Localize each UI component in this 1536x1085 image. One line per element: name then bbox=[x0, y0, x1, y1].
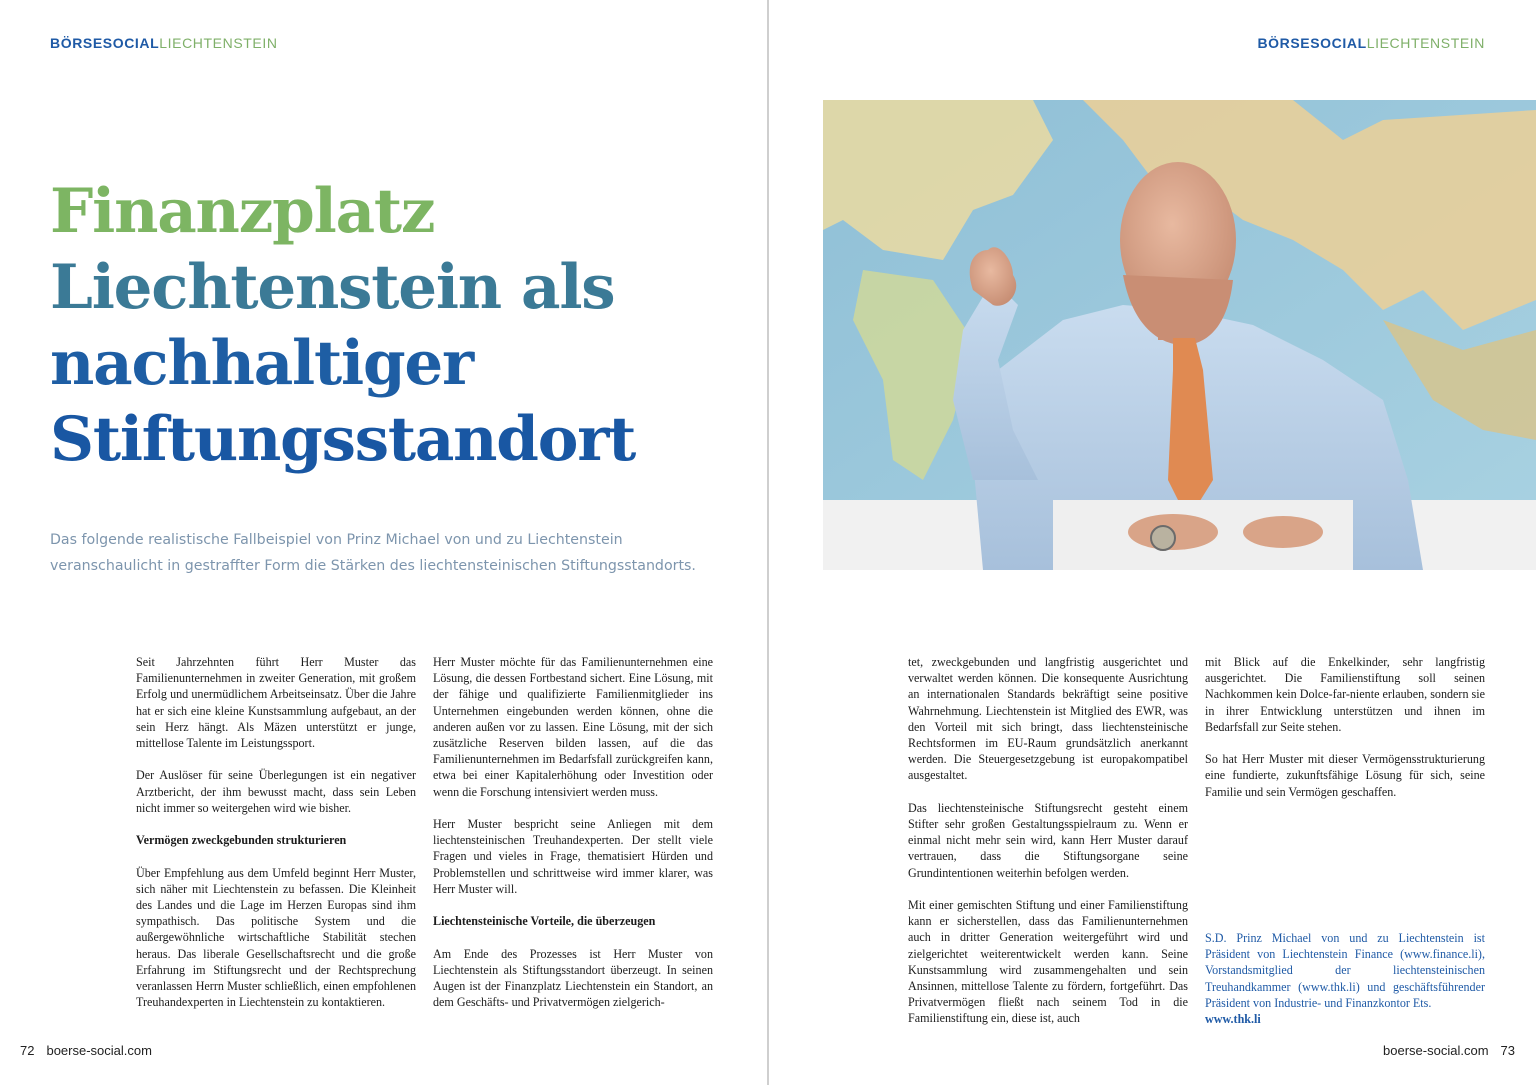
page-number: 73 bbox=[1500, 1043, 1515, 1058]
brand-logo-left: BÖRSESOCIALLIECHTENSTEIN bbox=[50, 35, 278, 51]
text-column-2 bbox=[433, 654, 713, 1027]
subheading: Vermögen zweckgebunden strukturieren bbox=[136, 833, 347, 848]
text-column-3 bbox=[908, 654, 1188, 1043]
author-bio bbox=[1205, 930, 1485, 1027]
right-page bbox=[769, 0, 1536, 1085]
author-bio-link[interactable]: www.thk.li bbox=[1205, 1012, 1261, 1027]
brand-logo-right: BÖRSESOCIALLIECHTENSTEIN bbox=[1257, 35, 1485, 51]
subheading: Liechtensteinische Vorteile, die überzeugen bbox=[433, 914, 656, 929]
footer-site: boerse-social.com bbox=[46, 1043, 152, 1058]
portrait-photo bbox=[823, 100, 1536, 570]
footer-right bbox=[1383, 1043, 1515, 1058]
paragraph: Herr Muster möchte für das Familienunternehmen eine Lösung, die dessen Fortbestand sichert. Eine Lösung, mit der fähige und qualifizierte Familienmitglieder ins Unternehmen eingebunden werden können, ohne die anderen außen vor zu lassen. Eine Lösung, mit der sich zusätzliche Reserven bilden lassen, auf die das Familienunternehmen im Bedarfsfall zurückgreifen kann, etwa bei einer Kapitalerhöhung oder Investition oder wenn die Forschung intensiviert werden muss. bbox=[433, 655, 713, 799]
author-bio-text: S.D. Prinz Michael von und zu Liechtenstein ist Präsident von Liechtenstein Finance (www.finance.li), Vorstandsmitglied der liechtensteinischen Treuhandkammer (www.thk.li) und geschäftsführender Präsident von Industrie- und Finanzkontor Ets. bbox=[1205, 931, 1485, 1010]
paragraph: Seit Jahrzehnten führt Herr Muster das Familienunternehmen in zweiter Generation, mit großem Erfolg und unermüdlichem Arbeitseinsatz. Über die Jahre hat er sich eine kleine Kunstsammlung aufgebaut, an der sein Herz hängt. Als Mäzen unterstützt er junge, mittellose Talente im Leistungssport. bbox=[136, 655, 416, 751]
paragraph: Der Auslöser für seine Überlegungen ist ein negativer Arztbericht, der ihm bewusst macht, dass sein Leben nicht immer so weitergehen wird wie bisher. bbox=[136, 768, 416, 815]
article-headline bbox=[50, 174, 730, 478]
headline-line-3: nachhaltiger bbox=[50, 328, 473, 399]
page-number: 72 bbox=[20, 1043, 35, 1058]
paragraph: Herr Muster bespricht seine Anliegen mit dem liechtensteinischen Treuhandexperten. Der stellt viele Fragen und vieles in Frage, thematisiert Hürden und Problemstellen und schrittweise wird immer klarer, was Herr Muster will. bbox=[433, 817, 713, 896]
paragraph: Über Empfehlung aus dem Umfeld beginnt Herr Muster, sich näher mit Liechtenstein zu befassen. Die Kleinheit des Landes und die Lage im Herzen Europas sind ihm sympathisch. Das politische System und die außergewöhnliche wirtschaftliche Stabilität stechen heraus. Das liberale Gesellschaftsrecht und die große Erfahrung im Stiftungsrecht und der Rechtsprechung veranlassen Herrn Muster schließlich, einen empfohlenen Treuhandexperten in Liechtenstein zu kontaktieren. bbox=[136, 865, 416, 1010]
headline-line-4: Stiftungsstandort bbox=[50, 404, 636, 475]
text-column-1 bbox=[136, 654, 416, 1027]
text-column-4 bbox=[1205, 654, 1485, 1027]
paragraph: Das liechtensteinische Stiftungsrecht gesteht einem Stifter sehr großen Gestaltungsspielraum zu. Wenn er einmal nicht mehr sein wird, kann Herr Muster darauf vertrauen, dass die Stiftungsorgane seine Grundintentionen weiterhin befolgen werden. bbox=[908, 800, 1188, 880]
headline-line-1: Finanzplatz bbox=[50, 176, 435, 247]
paragraph: So hat Herr Muster mit dieser Vermögensstrukturierung eine fundierte, zukunftsfähige Lösung für sich, seine Familie und sein Vermögen geschaffen. bbox=[1205, 752, 1485, 799]
footer-site: boerse-social.com bbox=[1383, 1043, 1489, 1058]
paragraph: mit Blick auf die Enkelkinder, sehr langfristig ausgerichtet. Die Familienstiftung soll seinen Nachkommen kein Dolce-far-niente erlauben, sondern sie in ihrer Entwicklung unterstützen und ihnen im Bedarfsfall zur Seite stehen. bbox=[1205, 655, 1485, 734]
headline-line-2: Liechtenstein als bbox=[50, 252, 615, 323]
paragraph: Mit einer gemischten Stiftung und einer Familienstiftung kann er sicherstellen, dass das Familienunternehmen auch in dritter Generation weitergeführt wird und zielgerichtet weiterentwickelt werden kann. Seine Kunstsammlung wird zusammengehalten und sein Ansinnen, mittellose Talente zu fördern, fortgeführt. Das Privatvermögen fließt nach seinem Tod in die Familienstiftung ein, diese ist, auch bbox=[908, 898, 1188, 1026]
paragraph: Am Ende des Prozesses ist Herr Muster von Liechtenstein als Stiftungsstandort überzeugt. In seinen Augen ist der Finanzplatz Liechtenstein ein Standort, an dem Geschäfts- und Privatvermögen zielgerich- bbox=[433, 946, 713, 1010]
footer-left bbox=[20, 1043, 152, 1058]
article-lead: Das folgende realistische Fallbeispiel von Prinz Michael von und zu Liechtenstein veranschaulicht in gestraffter Form die Stärken des liechtensteinischen Stiftungsstandorts. bbox=[50, 532, 696, 574]
paragraph: tet, zweckgebunden und langfristig ausgerichtet und verwaltet werden können. Die konsequente Ausrichtung an internationalen Standards bekräftigt seine positive Wahrnehmung. Liechtenstein ist Mitglied des EWR, was den Vorteil mit sich bringt, dass liechtensteinische Rechtsformen im EU-Raum grundsätzlich anerkannt werden. Die Steuergesetzgebung ist europakompatibel ausgestaltet. bbox=[908, 655, 1188, 783]
